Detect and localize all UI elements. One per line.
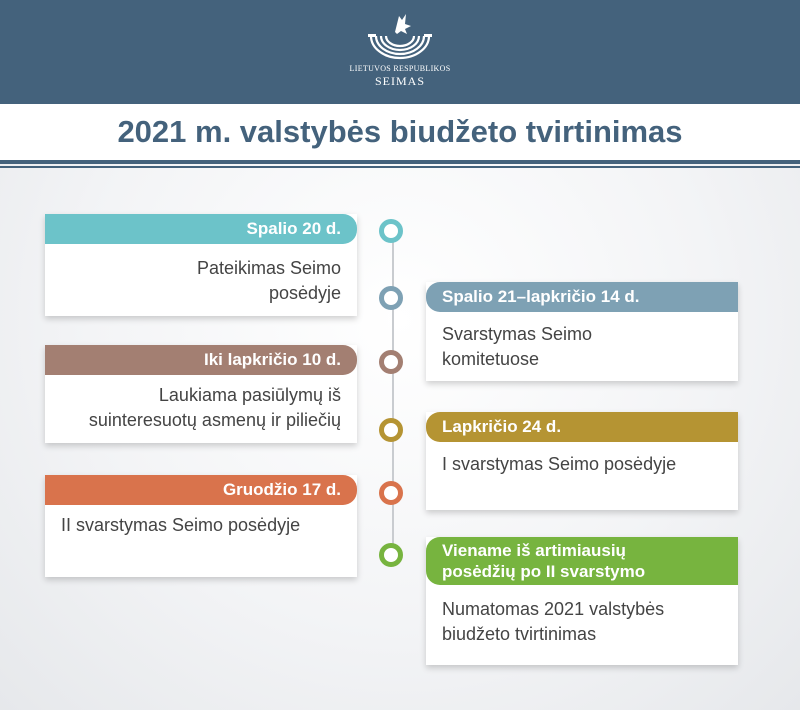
timeline-node-5 (379, 481, 403, 505)
timeline-date-3 (45, 345, 357, 375)
timeline-text-5: II svarstymas Seimo posėdyje (61, 515, 301, 535)
header-banner (0, 0, 800, 104)
timeline-date-label-1: Spalio 20 d. (246, 219, 341, 238)
logo-text-line1: LIETUVOS RESPUBLIKOS (349, 64, 451, 73)
title-band (0, 104, 800, 164)
timeline-text-6: Numatomas 2021 valstybės biudžeto tvirtinimas (442, 599, 665, 644)
timeline-text-3: Laukiama pasiūlymų iš suinteresuotų asmenų ir piliečių (88, 385, 341, 430)
logo-text-line2: SEIMAS (374, 74, 425, 88)
timeline-date-label-2: Spalio 21–lapkričio 14 d. (442, 287, 640, 306)
title-underline (0, 166, 800, 168)
seimas-emblem-icon (365, 10, 435, 62)
timeline-node-2 (379, 286, 403, 310)
timeline-card-5 (45, 475, 357, 577)
timeline-date-label-5: Gruodžio 17 d. (222, 480, 341, 499)
timeline-node-1 (379, 219, 403, 243)
timeline-text-2: Svarstymas Seimo komitetuose (442, 324, 593, 369)
timeline-node-3 (379, 350, 403, 374)
timeline-node-4 (379, 418, 403, 442)
timeline-date-1 (45, 214, 357, 244)
timeline-card-1 (45, 214, 357, 316)
timeline-date-label-6: Viename iš artimiausių posėdžių po II svarstymo (442, 541, 646, 581)
timeline-text-1: Pateikimas Seimo posėdyje (196, 258, 341, 303)
timeline-date-4 (426, 412, 738, 442)
timeline-date-2 (426, 282, 738, 312)
timeline-node-6 (379, 543, 403, 567)
timeline-card-3 (45, 345, 357, 443)
timeline-date-label-4: Lapkričio 24 d. (442, 417, 562, 436)
timeline-date-label-3: Iki lapkričio 10 d. (203, 350, 341, 369)
timeline-card-6 (426, 537, 738, 665)
seimas-logo (340, 10, 460, 100)
timeline-card-2 (426, 282, 738, 381)
timeline-card-4 (426, 412, 738, 510)
timeline-date-5 (45, 475, 357, 505)
timeline-text-4: I svarstymas Seimo posėdyje (442, 454, 677, 474)
timeline-date-6 (426, 537, 738, 585)
page-title: 2021 m. valstybės biudžeto tvirtinimas (117, 114, 683, 149)
